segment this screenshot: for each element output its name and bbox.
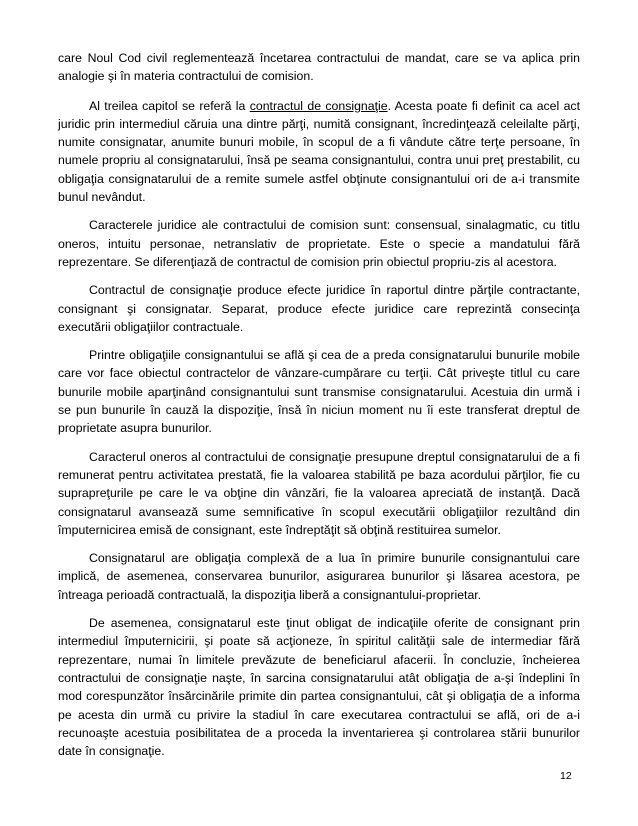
- paragraph-2-lead: Al treilea capitol se referă la: [89, 98, 250, 113]
- paragraph-2-rest: . Acesta poate fi definit ca acel act juridic prin intermediul căruia una dintre părţi, numită consignant, încredinţează celeilalte părţi, numite consignatar, anumite bunuri mobile, în scopul de a fi vândute către terţe persoane, în numele propriu al consignatarului, însă pe seama consignantului, contra unui preţ prestabilit, cu obligaţia consignatarului de a remite sumele astfel obţinute consignantului ori de a-i transmite bunul nevândut.: [58, 98, 580, 205]
- paragraph-4: Contractul de consignaţie produce efecte juridice în raportul dintre părţile contractante, consignant şi consignatar. Separat, produce efecte juridice care reprezintă consecinţa executării obligaţiilor contractuale.: [58, 283, 580, 334]
- page-number: 12: [560, 770, 572, 782]
- document-body: [58, 49, 580, 770]
- paragraph-3: Caracterele juridice ale contractului de comision sunt: consensual, sinalagmatic, cu titlu oneros, intuitu personae, netranslativ de proprietate. Este o specie a mandatului fără reprezentare. Se diferenţiază de contractul de comision prin obiectul propriu-zis al acestora.: [58, 218, 580, 269]
- paragraph-7: Consignatarul are obligaţia complexă de a lua în primire bunurile consignantului care implică, de asemenea, conservarea bunurilor, asigurarea bunurilor şi lăsarea acestora, pe întreaga perioadă contractuală, la dispoziţia liberă a consignantului-proprietar.: [58, 551, 580, 602]
- paragraph-1: care Noul Cod civil reglementează încetarea contractului de mandat, care se va aplica prin analogie şi în materia contractului de comision.: [58, 51, 580, 84]
- paragraph-6: Caracterul oneros al contractului de consignaţie presupune dreptul consignatarului de a fi remunerat pentru activitatea prestată, fie la valoarea stabilită pe baza acordului părţilor, fie cu suprapreţurile pe care le va obţine din vânzări, fie la valoarea apreciată de instanţă. Dacă consignatarul avansează sume semnificative în scopul executării obligaţiilor rezultând din împuternicirea emisă de consignant, este îndreptăţit să obţină restituirea sumelor.: [58, 449, 580, 537]
- paragraph-2: [58, 97, 580, 207]
- paragraph-5: Printre obligaţiile consignantului se află şi cea de a preda consignatarului bunurile mobile care vor face obiectul contractelor de vânzare-cumpărare cu terţii. Cât priveşte titlul cu care bunurile mobile aparţinând consignantului sunt transmise consignatarului. Acestuia din urmă i se pun bunurile în cauză la dispoziţie, însă în niciun moment nu îi este transferat dreptul de proprietate asupra bunurilor.: [58, 348, 580, 436]
- underlined-term: contractul de consignaţie: [249, 98, 388, 113]
- paragraph-8: De asemenea, consignatarul este ţinut obligat de indicaţiile oferite de consignant prin intermediul împuternicirii, şi poate să acţioneze, în spiritul calităţii sale de intermediar fără reprezentare, numai în limitele prevăzute de beneficiarul afacerii. În concluzie, încheierea contractului de consignaţie naşte, în sarcina consignatarului atât obligaţia de a-şi îndeplini în mod corespunzător însărcinările primite din partea consignantului, cât şi obligaţia de a informa pe acesta din urmă cu privire la stadiul în care executarea contractului se află, ori de a-i recunoaşte acestuia posibilitatea de a proceda la inventarierea şi controlarea stării bunurilor date în consignaţie.: [58, 616, 580, 759]
